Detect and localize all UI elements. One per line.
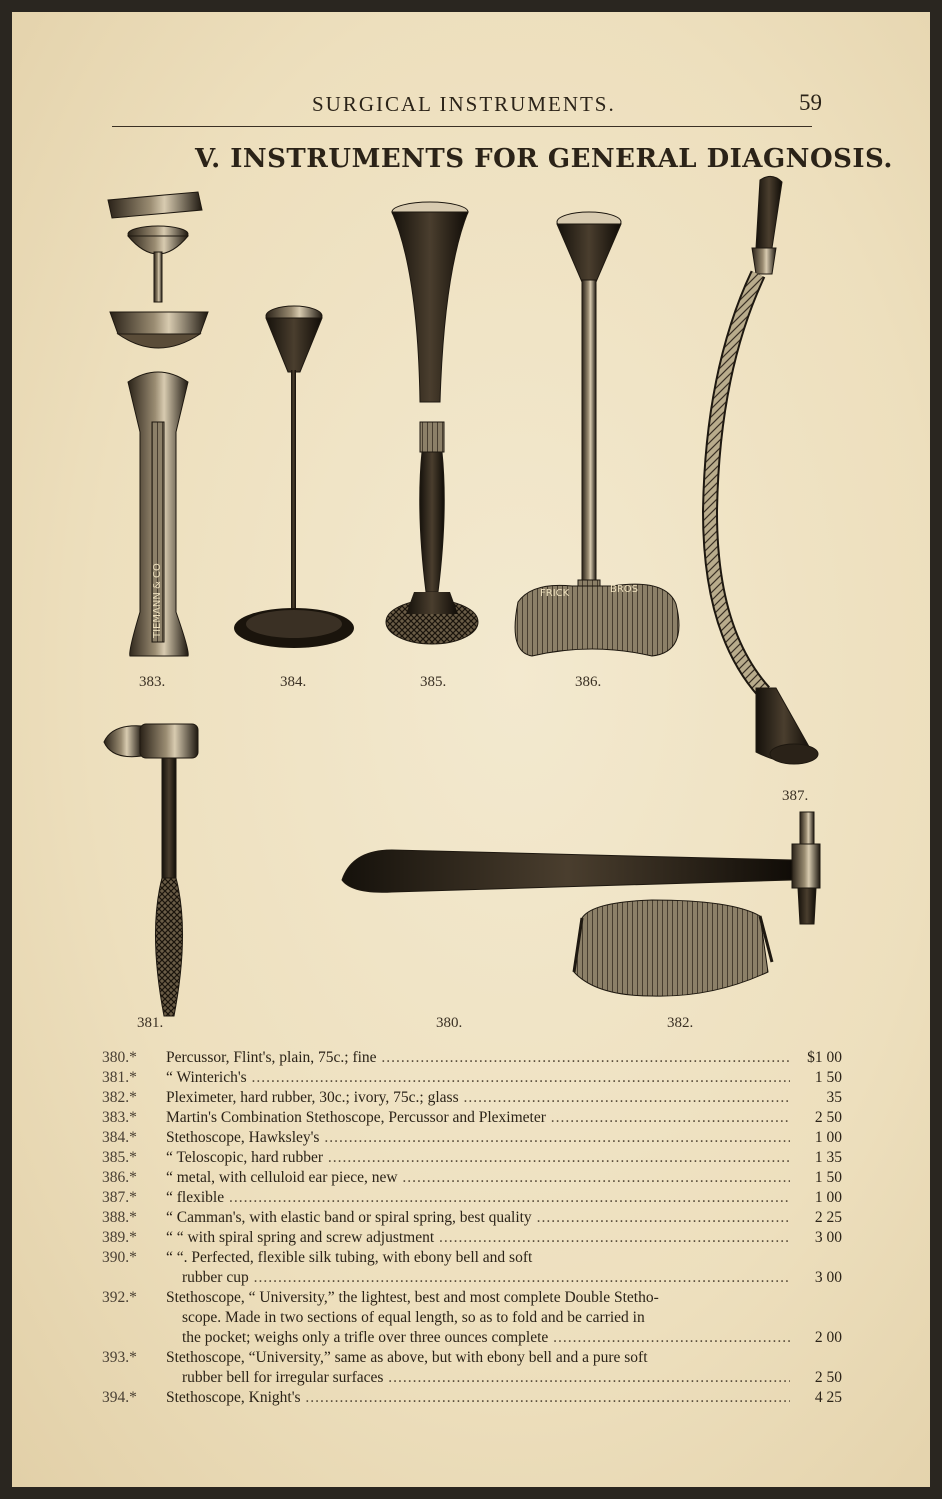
item-number: 394.* (102, 1389, 137, 1406)
figure-label-383: 383. (139, 674, 166, 690)
section-title: V. INSTRUMENTS FOR GENERAL DIAGNOSIS. (195, 144, 893, 174)
instrument-illustrations (12, 12, 930, 1032)
figure-381-percussor (104, 724, 198, 1016)
item-number: 389.* (102, 1229, 137, 1246)
item-description: scope. Made in two sections of equal length, so as to fold and be carried in (182, 1309, 645, 1326)
item-number: 393.* (102, 1349, 137, 1366)
price-row (102, 1248, 842, 1268)
price-row (102, 1108, 842, 1128)
inscription-tiemann: TIEMANN & CO (152, 563, 163, 638)
price-row (102, 1268, 842, 1288)
catalog-page (12, 12, 930, 1487)
price-row (102, 1068, 842, 1088)
item-number: 382.* (102, 1089, 137, 1106)
price-row (102, 1388, 842, 1408)
item-price: 1 50 (814, 1069, 842, 1086)
item-description: the pocket; weighs only a trifle over three ounces complete ..... (182, 1328, 790, 1348)
item-description: Stethoscope, Knight's ..... (166, 1388, 790, 1408)
item-description: Stethoscope, “ University,” the lightest, best and most complete Double Stetho- (166, 1289, 659, 1306)
item-number: 380.* (102, 1049, 137, 1066)
item-price: 2 25 (814, 1209, 842, 1226)
price-row (102, 1308, 842, 1328)
item-description: “ “ with spiral spring and screw adjustment ..... (166, 1228, 790, 1248)
item-number: 392.* (102, 1289, 137, 1306)
figure-label-387: 387. (782, 788, 809, 804)
running-title: SURGICAL INSTRUMENTS. (312, 92, 616, 116)
figure-387-flexible-stethoscope (710, 176, 818, 764)
inscription-frick: FRICK (540, 588, 570, 599)
figure-label-382: 382. (667, 1015, 694, 1031)
item-price: 35 (826, 1089, 842, 1106)
item-price: $1 00 (807, 1049, 842, 1066)
item-description: rubber bell for irregular surfaces ..... (182, 1368, 790, 1388)
price-row (102, 1208, 842, 1228)
price-row (102, 1128, 842, 1148)
price-row (102, 1048, 842, 1068)
price-row (102, 1168, 842, 1188)
item-price: 3 00 (814, 1269, 842, 1286)
item-description: “ flexible ..... (166, 1188, 790, 1208)
item-price: 2 50 (814, 1369, 842, 1386)
item-price: 1 35 (814, 1149, 842, 1166)
item-price: 3 00 (814, 1229, 842, 1246)
item-number: 381.* (102, 1069, 137, 1086)
figure-label-380: 380. (436, 1015, 463, 1031)
item-description: Stethoscope, “University,” same as above, but with ebony bell and a pure soft (166, 1349, 648, 1366)
figure-386-stethoscope (515, 212, 679, 656)
item-description: “ “. Perfected, flexible silk tubing, with ebony bell and soft (166, 1249, 533, 1266)
item-number: 385.* (102, 1149, 137, 1166)
item-description: Martin's Combination Stethoscope, Percussor and Pleximeter ..... (166, 1108, 790, 1128)
page-number: 59 (799, 90, 822, 115)
figure-label-385: 385. (420, 674, 447, 690)
item-description: “ metal, with celluloid ear piece, new ..... (166, 1168, 790, 1188)
figure-380-percussor (342, 812, 820, 924)
price-row (102, 1368, 842, 1388)
item-number: 388.* (102, 1209, 137, 1226)
item-description: “ Winterich's ..... (166, 1068, 790, 1088)
item-price: 4 25 (814, 1389, 842, 1406)
item-description: Pleximeter, hard rubber, 30c.; ivory, 75c.; glass ..... (166, 1088, 790, 1108)
price-row (102, 1328, 842, 1348)
price-row (102, 1188, 842, 1208)
item-description: rubber cup ..... (182, 1268, 790, 1288)
figure-label-381: 381. (137, 1015, 164, 1031)
item-price: 2 00 (814, 1329, 842, 1346)
price-row (102, 1348, 842, 1368)
figure-label-386: 386. (575, 674, 602, 690)
item-number: 383.* (102, 1109, 137, 1126)
item-description: Percussor, Flint's, plain, 75c.; fine ..... (166, 1048, 790, 1068)
inscription-bros: BROS (610, 584, 639, 595)
price-row (102, 1088, 842, 1108)
figure-385-stethoscope (386, 202, 478, 644)
item-number: 390.* (102, 1249, 137, 1266)
item-price: 1 50 (814, 1169, 842, 1186)
price-row (102, 1148, 842, 1168)
item-price: 1 00 (814, 1129, 842, 1146)
item-description: Stethoscope, Hawksley's ..... (166, 1128, 790, 1148)
item-description: “ Teloscopic, hard rubber ..... (166, 1148, 790, 1168)
item-price: 2 50 (814, 1109, 842, 1126)
figure-384-stethoscope (234, 306, 354, 648)
price-list (102, 1048, 842, 1408)
figure-label-384: 384. (280, 674, 307, 690)
price-row (102, 1228, 842, 1248)
figure-382-pleximeter (574, 900, 772, 996)
item-number: 387.* (102, 1189, 137, 1206)
item-description: “ Camman's, with elastic band or spiral spring, best quality ..... (166, 1208, 790, 1228)
item-number: 384.* (102, 1129, 137, 1146)
item-price: 1 00 (814, 1189, 842, 1206)
item-number: 386.* (102, 1169, 137, 1186)
price-row (102, 1288, 842, 1308)
